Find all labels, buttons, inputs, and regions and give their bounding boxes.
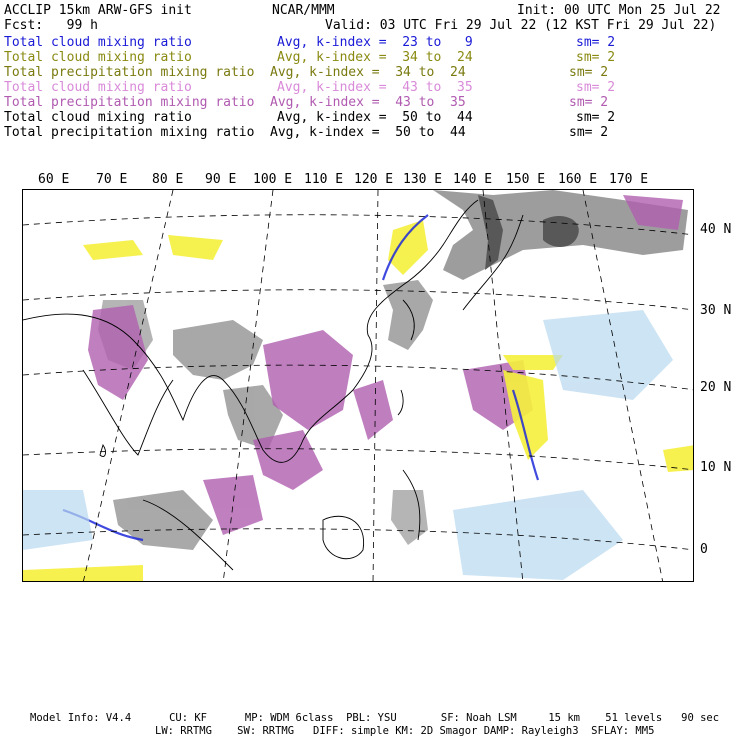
- legend-avg: Avg, k-index = 50 to 44: [270, 125, 466, 140]
- lon-label: 150 E: [506, 172, 546, 187]
- coast-sri-lanka: [100, 445, 106, 457]
- lon-label: 130 E: [403, 172, 443, 187]
- legend-sm: sm= 2: [576, 50, 616, 65]
- yellow-cloud-north-china: [388, 220, 428, 275]
- legend-sm: sm= 2: [569, 95, 609, 110]
- yellow-cloud-mongolia: [83, 240, 143, 260]
- legend-avg: Avg, k-index = 34 to 24: [270, 65, 466, 80]
- model-info-line1: Model Info: V4.4 CU: KF MP: WDM 6class PBL: YSU SF: Noah LSM 15 km 51 levels 90 sec: [30, 712, 720, 724]
- legend-name: Total cloud mixing ratio: [4, 50, 192, 65]
- forecast-hour: Fcst: 99 h: [4, 18, 98, 33]
- purple-cloud-east-china: [353, 380, 393, 440]
- legend-sm: sm= 2: [569, 65, 609, 80]
- lat-label: 10 N: [700, 460, 732, 475]
- lat-label: 40 N: [700, 222, 732, 237]
- lon-label: 100 E: [253, 172, 293, 187]
- purple-cloud-south-china-sea: [253, 430, 323, 490]
- lon-label: 90 E: [205, 172, 237, 187]
- lon-label: 110 E: [304, 172, 344, 187]
- lat-label: 20 N: [700, 380, 732, 395]
- lon-label: 70 E: [96, 172, 128, 187]
- lon-label: 140 E: [453, 172, 493, 187]
- lon-label: 120 E: [354, 172, 394, 187]
- yellow-cloud-south: [23, 565, 143, 582]
- light-blue-east-pacific: [543, 310, 673, 400]
- light-blue-south-west: [23, 490, 93, 550]
- purple-cloud-borneo: [203, 475, 263, 535]
- legend-avg: Avg, k-index = 34 to 24: [277, 50, 473, 65]
- legend-name: Total cloud mixing ratio: [4, 35, 192, 50]
- legend-avg: Avg, k-index = 23 to 9: [277, 35, 473, 50]
- latitude-line-10: [23, 449, 694, 470]
- legend-sm: sm= 2: [576, 110, 616, 125]
- run-title: ACCLIP 15km ARW-GFS init: [4, 3, 192, 18]
- lat-label: 30 N: [700, 303, 732, 318]
- legend-name: Total precipitation mixing ratio: [4, 125, 255, 140]
- lon-label: 60 E: [38, 172, 70, 187]
- model-info-line2: LW: RRTMG SW: RRTMG DIFF: simple KM: 2D Smagor DAMP: Rayleigh3 SFLAY: MM5: [155, 725, 655, 737]
- init-time: Init: 00 UTC Mon 25 Jul 22: [517, 3, 721, 18]
- yellow-cloud-east: [663, 445, 694, 472]
- lat-label: 0: [700, 542, 708, 557]
- map-canvas: [23, 190, 694, 582]
- legend-sm: sm= 2: [576, 35, 616, 50]
- legend-sm: sm= 2: [569, 125, 609, 140]
- gray-cloud-indonesia: [113, 490, 213, 550]
- legend-avg: Avg, k-index = 43 to 35: [270, 95, 466, 110]
- lon-label: 170 E: [609, 172, 649, 187]
- legend-avg: Avg, k-index = 43 to 35: [277, 80, 473, 95]
- valid-time: Valid: 03 UTC Fri 29 Jul 22 (12 KST Fri 29 Jul 22): [325, 18, 717, 33]
- light-blue-tropical: [453, 490, 623, 580]
- legend-name: Total precipitation mixing ratio: [4, 65, 255, 80]
- gray-cloud-philippines: [391, 490, 428, 545]
- legend-name: Total cloud mixing ratio: [4, 80, 192, 95]
- gray-cloud-tibet: [173, 320, 263, 380]
- legend-avg: Avg, k-index = 50 to 44: [277, 110, 473, 125]
- coast-taiwan: [398, 390, 403, 415]
- legend-name: Total cloud mixing ratio: [4, 110, 192, 125]
- legend-sm: sm= 2: [576, 80, 616, 95]
- center-label: NCAR/MMM: [272, 3, 335, 18]
- legend-name: Total precipitation mixing ratio: [4, 95, 255, 110]
- yellow-cloud-central-asia: [168, 235, 223, 260]
- forecast-map: [22, 189, 694, 582]
- lon-label: 80 E: [152, 172, 184, 187]
- coast-borneo: [323, 516, 364, 558]
- lon-label: 160 E: [558, 172, 598, 187]
